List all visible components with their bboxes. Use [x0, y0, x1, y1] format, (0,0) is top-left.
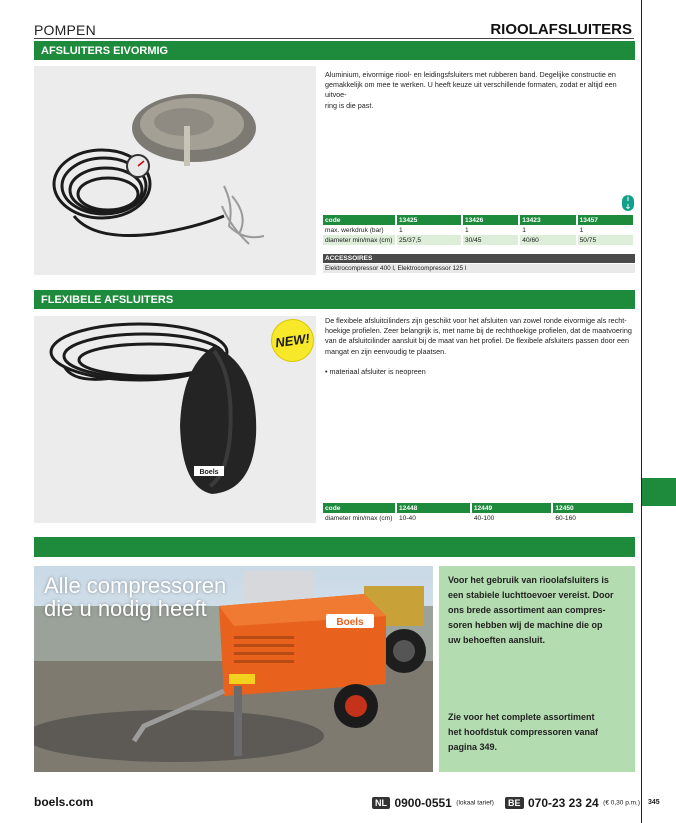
table-cell: 25/37,5 [396, 235, 462, 245]
promo-line: een stabiele luchttoevoer vereist. Door [448, 590, 614, 600]
table-cell: 1 [396, 225, 462, 235]
be-tag: BE [505, 797, 524, 809]
table-cell: 50/75 [577, 235, 634, 245]
description-egg-plug [325, 70, 633, 111]
info-icon[interactable]: i ↆ [622, 195, 634, 211]
desc-line: ring is die past. [325, 100, 374, 110]
chapter-tab [642, 478, 676, 506]
code-cell: 13423 [519, 215, 576, 225]
row-label: diameter min/max (cm) [323, 513, 396, 523]
table-header-row [323, 215, 634, 225]
page-number: 345 [648, 799, 660, 806]
be-note: (€ 0,30 p.m.) [603, 799, 641, 807]
promo-green-bar [34, 537, 635, 557]
accessories-text: Elektrocompressor 400 l, Elektrocompressor 125 l [323, 264, 635, 273]
promo-text-box [439, 566, 635, 772]
code-label: code [323, 215, 396, 225]
code-label: code [323, 503, 396, 513]
code-cell: 13425 [396, 215, 462, 225]
code-cell: 13457 [577, 215, 634, 225]
promo-text-1 [448, 573, 626, 648]
desc-line: hoekige profielen. Zeer belangrijk is, met name bij de rechthoekige profielen, dat de maatvoering [325, 326, 632, 336]
bullet-item: • materiaal afsluiter is neopreen [325, 366, 426, 376]
accessories-header: ACCESSOIRES [323, 254, 635, 263]
table-cell: 40/60 [519, 235, 576, 245]
category-header: RIOOLAFSLUITERS [490, 21, 632, 38]
table-cell: 40-100 [471, 513, 553, 523]
section-bar-afsluiters-eivormig: AFSLUITERS EIVORMIG [34, 41, 635, 60]
nl-note: (lokaal tarief) [456, 799, 494, 807]
table-row [323, 235, 634, 245]
product-brand-label: Boels [199, 469, 219, 476]
table-row [323, 225, 634, 235]
product-photo-egg-plug [34, 66, 316, 275]
compressor-brand: Boels [336, 617, 364, 628]
table-cell: 60-160 [552, 513, 634, 523]
promo-line: ons brede assortiment aan compres- [448, 605, 606, 615]
be-phone: 070-23 23 24 [527, 795, 599, 810]
promo-photo [34, 566, 433, 772]
code-cell: 12448 [396, 503, 471, 513]
headline-line: die u nodig heeft [44, 596, 207, 621]
egg-plug-illustration [34, 66, 316, 275]
desc-line: Aluminium, eivormige riool- en leidingsfsluiters met rubberen band. Degelijke constructie en [325, 70, 616, 79]
page-edge-line [641, 0, 642, 823]
code-cell: 13426 [462, 215, 519, 225]
header-rule [34, 38, 634, 39]
desc-line: mangat en zijn eenvoudig te plaatsen. [325, 346, 447, 356]
promo-line: Zie voor het complete assortiment [448, 712, 595, 722]
table-cell: 1 [462, 225, 519, 235]
promo-line: Voor het gebruik van rioolafsluiters is [448, 575, 609, 585]
footer-phone-be [505, 794, 640, 812]
table-row [323, 513, 634, 523]
table-cell: 1 [519, 225, 576, 235]
code-cell: 12450 [552, 503, 634, 513]
section-header: POMPEN [34, 22, 96, 38]
row-label: max. werkdruk (bar) [323, 225, 396, 235]
headline-line: Alle compressoren [44, 573, 227, 598]
desc-line: van de afsluitcilinder aansluit bij de maat van het profiel. De flexibele afsluiters passen door een [325, 336, 630, 346]
code-cell: 12449 [471, 503, 553, 513]
table-header-row [323, 503, 634, 513]
table-cell: 10-40 [396, 513, 471, 523]
promo-headline [44, 574, 226, 620]
promo-line: soren hebben wij de machine die op [448, 620, 603, 630]
nl-tag: NL [372, 797, 390, 809]
nl-phone: 0900-0551 [394, 795, 452, 810]
promo-line: uw behoeften aansluit. [448, 635, 546, 645]
promo-text-2 [448, 710, 626, 755]
new-badge-text: NEW! [274, 330, 311, 351]
row-label: diameter min/max (cm) [323, 235, 396, 245]
description-flexible-plug [325, 316, 633, 377]
footer-site[interactable]: boels.com [34, 795, 94, 809]
table-cell: 30/45 [462, 235, 519, 245]
section-bar-flexibele-afsluiters: FLEXIBELE AFSLUITERS [34, 290, 635, 309]
bullet-text: materiaal afsluiter is neopreen [329, 366, 426, 376]
spec-table-flexible-plug [323, 503, 635, 523]
spec-table-egg-plug [323, 215, 635, 245]
table-cell: 1 [577, 225, 634, 235]
desc-line: De flexibele afsluitcilinders zijn geschikt voor het afsluiten van zowel ronde eivormige als recht- [325, 316, 627, 325]
promo-line: het hoofdstuk compressoren vanaf [448, 727, 599, 737]
promo-line: pagina 349. [448, 742, 498, 752]
desc-line: gemakkelijk om mee te werken. U heeft keuze uit verschillende formaten, zodat er altijd een uitvoe- [325, 80, 617, 100]
footer-phone-nl [372, 794, 494, 812]
